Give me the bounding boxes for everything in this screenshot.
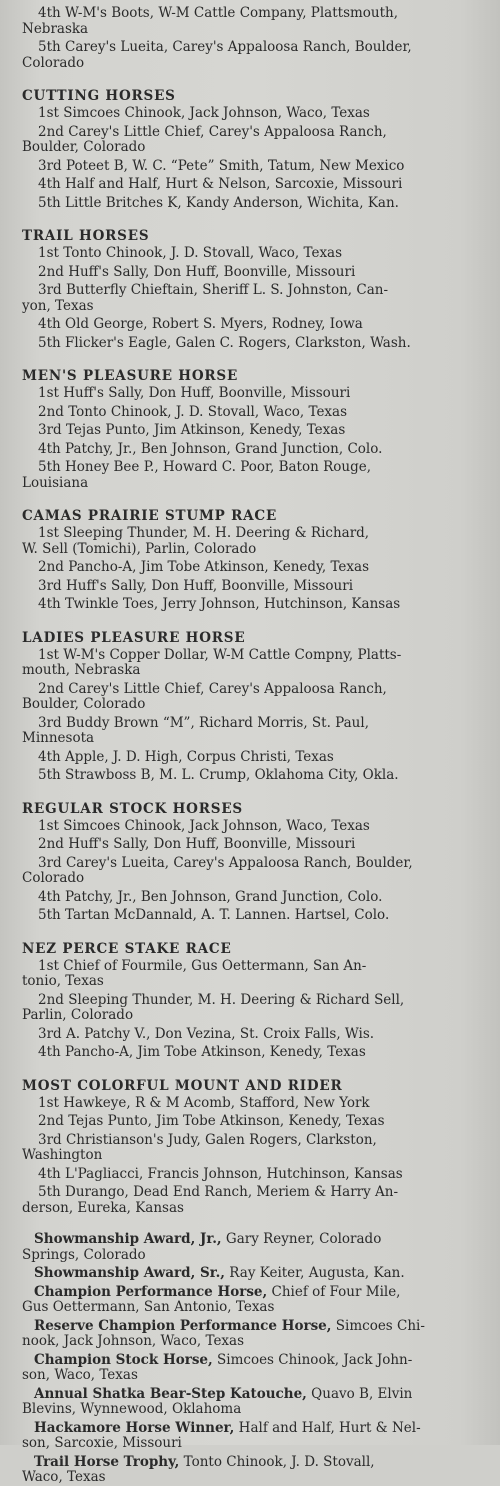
placing-entry	[22, 716, 486, 747]
entry-line: 5th Strawboss B, M. L. Crump, Oklahoma City, Okla.	[38, 767, 399, 783]
entry-line: 4th Apple, J. D. High, Corpus Christi, Texas	[38, 748, 334, 765]
entry-continuation: Parlin, Colorado	[22, 1007, 134, 1023]
placing-entry	[22, 1133, 486, 1164]
award-entry	[22, 1387, 486, 1418]
entry-line: 3rd Tejas Punto, Jim Atkinson, Kenedy, Texas	[38, 422, 346, 438]
award-label: Annual Shatka Bear-Step Katouche,	[34, 1385, 307, 1402]
entry-continuation: tonio, Texas	[22, 973, 104, 989]
entry-line: 5th Little Britches K, Kandy Anderson, Wichita, Kan.	[38, 194, 399, 211]
entry-line: 4th Pancho-A, Jim Tobe Atkinson, Kenedy, Texas	[38, 1044, 366, 1060]
placing-entry	[22, 1114, 486, 1130]
entry-line: 2nd Sleeping Thunder, M. H. Deering & Richard Sell,	[38, 991, 405, 1008]
entry-line: 5th Durango, Dead End Ranch, Meriem & Harry An-	[38, 1184, 399, 1200]
placing-entry	[22, 526, 486, 557]
results-section	[22, 1077, 486, 1217]
entry-line: 4th Half and Half, Hurt & Nelson, Sarcoxie, Missouri	[38, 176, 403, 192]
entry-line: 4th Twinkle Toes, Jerry Johnson, Hutchinson, Kansas	[38, 596, 401, 612]
placing-entry	[22, 1185, 486, 1216]
entry-line: 4th Patchy, Jr., Ben Johnson, Grand Junction, Colo.	[38, 440, 383, 457]
entry-line: 3rd A. Patchy V., Don Vezina, St. Croix Falls, Wis.	[38, 1025, 375, 1042]
placing-entry	[22, 560, 486, 576]
entry-continuation: derson, Eureka, Kansas	[22, 1199, 184, 1216]
entry-line: 3rd Carey's Lueita, Carey's Appaloosa Ranch, Boulder,	[38, 854, 413, 871]
entry-line: 3rd Poteet B, W. C. “Pete” Smith, Tatum, New Mexico	[38, 157, 405, 174]
entry-line: 1st Simcoes Chinook, Jack Johnson, Waco, Texas	[38, 817, 370, 834]
entry-line: 5th Flicker's Eagle, Galen C. Rogers, Clarkston, Wash.	[38, 334, 411, 351]
section-heading: TRAIL HORSES	[22, 228, 150, 244]
entry-continuation: Minnesota	[22, 730, 95, 746]
award-label: Showmanship Award, Sr.,	[34, 1265, 225, 1281]
placing-entry	[22, 405, 486, 421]
award-label: Reserve Champion Performance Horse,	[34, 1317, 332, 1334]
entry-line: 3rd Huff's Sally, Don Huff, Boonville, Missouri	[38, 577, 354, 594]
results-section	[22, 800, 486, 924]
section-heading: LADIES PLEASURE HORSE	[22, 629, 246, 646]
award-continuation: son, Waco, Texas	[22, 1367, 138, 1383]
entry-line: 2nd Tejas Punto, Jim Tobe Atkinson, Kenedy, Texas	[38, 1113, 385, 1129]
section-heading: MEN'S PLEASURE HORSE	[22, 368, 239, 384]
placing-entry	[22, 856, 486, 887]
award-entry	[22, 1266, 486, 1282]
award-entry	[22, 1285, 486, 1316]
section-heading: REGULAR STOCK HORSES	[22, 800, 243, 817]
placing-entry	[22, 265, 486, 281]
placing-entry	[22, 837, 486, 853]
award-label: Trail Horse Trophy,	[34, 1453, 180, 1470]
award-continuation: Springs, Colorado	[22, 1246, 146, 1263]
placing-entry	[22, 196, 486, 212]
results-section	[22, 629, 486, 784]
award-entry	[22, 1421, 486, 1452]
entry-line: 4th Patchy, Jr., Ben Johnson, Grand Junction, Colo.	[38, 888, 383, 905]
entry-line: 2nd Carey's Little Chief, Carey's Appaloosa Ranch,	[38, 680, 387, 697]
award-label: Hackamore Horse Winner,	[34, 1419, 235, 1436]
placing-entry	[22, 386, 486, 402]
entry-continuation: mouth, Nebraska	[22, 662, 141, 678]
placing-entry	[22, 597, 486, 613]
section-heading: CUTTING HORSES	[22, 88, 176, 104]
placing-entry	[22, 317, 486, 333]
results-section	[22, 6, 486, 71]
entry-line: 1st Huff's Sally, Don Huff, Boonville, Missouri	[38, 385, 351, 401]
placing-entry	[22, 1096, 486, 1112]
placing-entry	[22, 6, 486, 37]
placing-entry	[22, 1045, 486, 1061]
award-label: Showmanship Award, Jr.,	[34, 1231, 222, 1247]
entry-line: 5th Carey's Lueita, Carey's Appaloosa Ranch, Boulder,	[38, 39, 412, 55]
award-winner: Quavo B, Elvin	[306, 1385, 413, 1402]
award-entry	[22, 1319, 486, 1350]
results-section	[22, 87, 486, 211]
award-continuation: Gus Oettermann, San Antonio, Texas	[22, 1299, 275, 1315]
award-winner: Ray Keiter, Augusta, Kan.	[225, 1265, 405, 1281]
entry-continuation: Louisiana	[22, 474, 89, 491]
award-winner: Gary Reyner, Colorado	[221, 1231, 382, 1247]
award-continuation: Waco, Texas	[22, 1469, 106, 1485]
entry-line: 4th L'Pagliacci, Francis Johnson, Hutchinson, Kansas	[38, 1165, 403, 1182]
entry-line: 5th Honey Bee P., Howard C. Poor, Baton Rouge,	[38, 459, 371, 475]
placing-entry	[22, 579, 486, 595]
entry-line: 2nd Pancho-A, Jim Tobe Atkinson, Kenedy, Texas	[38, 559, 369, 575]
entry-line: 3rd Christianson's Judy, Galen Rogers, Clarkston,	[38, 1131, 377, 1148]
results-sections	[22, 6, 486, 1216]
placing-entry	[22, 442, 486, 458]
placing-entry	[22, 1167, 486, 1183]
entry-continuation: Boulder, Colorado	[22, 139, 146, 155]
award-entry	[22, 1353, 486, 1384]
section-heading: MOST COLORFUL MOUNT AND RIDER	[22, 1077, 343, 1094]
placing-entry	[22, 959, 486, 990]
entry-line: 3rd Butterfly Chieftain, Sheriff L. S. Johnston, Can-	[38, 282, 389, 298]
entry-line: 5th Tartan McDannald, A. T. Lannen. Hartsel, Colo.	[38, 907, 390, 923]
award-continuation: nook, Jack Johnson, Waco, Texas	[22, 1333, 245, 1349]
placing-entry	[22, 1027, 486, 1043]
section-heading: NEZ PERCE STAKE RACE	[22, 940, 232, 957]
award-continuation: son, Sarcoxie, Missouri	[22, 1435, 182, 1451]
placing-entry	[22, 246, 486, 262]
entry-line: 4th W-M's Boots, W-M Cattle Company, Plattsmouth,	[38, 5, 399, 21]
results-section	[22, 507, 486, 613]
entry-continuation: yon, Texas	[22, 297, 94, 314]
entry-line: 2nd Huff's Sally, Don Huff, Boonville, Missouri	[38, 836, 356, 852]
entry-continuation: Colorado	[22, 54, 85, 71]
award-label: Champion Stock Horse,	[34, 1351, 213, 1368]
entry-line: 2nd Tonto Chinook, J. D. Stovall, Waco, Texas	[38, 403, 348, 420]
entry-continuation: Washington	[22, 1147, 103, 1163]
results-section	[22, 227, 486, 351]
placing-entry	[22, 336, 486, 352]
entry-line: 1st Chief of Fourmile, Gus Oettermann, San An-	[38, 957, 367, 974]
placing-entry	[22, 908, 486, 924]
award-winner: Tonto Chinook, J. D. Stovall,	[179, 1453, 375, 1470]
placing-entry	[22, 125, 486, 156]
entry-line: 4th Old George, Robert S. Myers, Rodney, Iowa	[38, 316, 363, 332]
entry-line: 1st Sleeping Thunder, M. H. Deering & Richard,	[38, 525, 370, 541]
entry-line: 1st Tonto Chinook, J. D. Stovall, Waco, Texas	[38, 245, 343, 261]
award-continuation: Blevins, Wynnewood, Oklahoma	[22, 1401, 242, 1417]
section-heading: CAMAS PRAIRIE STUMP RACE	[22, 508, 278, 524]
placing-entry	[22, 750, 486, 766]
placing-entry	[22, 159, 486, 175]
placing-entry	[22, 106, 486, 122]
entry-line: 1st W-M's Copper Dollar, W-M Cattle Compny, Platts-	[38, 646, 402, 663]
award-entry	[22, 1232, 486, 1263]
entry-line: 1st Hawkeye, R & M Acomb, Stafford, New York	[38, 1094, 370, 1111]
placing-entry	[22, 819, 486, 835]
award-winner: Simcoes Chinook, Jack John-	[212, 1351, 413, 1368]
results-section	[22, 940, 486, 1061]
entry-continuation: Colorado	[22, 870, 85, 886]
award-entry	[22, 1455, 486, 1486]
award-winner: Simcoes Chi-	[331, 1317, 425, 1334]
entry-continuation: Nebraska	[22, 20, 89, 37]
placing-entry	[22, 682, 486, 713]
placing-entry	[22, 890, 486, 906]
placing-entry	[22, 177, 486, 193]
entry-line: 2nd Carey's Little Chief, Carey's Appaloosa Ranch,	[38, 123, 387, 140]
placing-entry	[22, 460, 486, 491]
entry-line: 2nd Huff's Sally, Don Huff, Boonville, Missouri	[38, 263, 356, 280]
placing-entry	[22, 423, 486, 439]
entry-line: 1st Simcoes Chinook, Jack Johnson, Waco, Texas	[38, 105, 370, 121]
results-section	[22, 367, 486, 491]
entry-continuation: W. Sell (Tomichi), Parlin, Colorado	[22, 540, 257, 557]
entry-continuation: Boulder, Colorado	[22, 696, 146, 712]
placing-entry	[22, 283, 486, 314]
placing-entry	[22, 768, 486, 784]
award-winner: Half and Half, Hurt & Nel-	[234, 1419, 421, 1436]
award-winner: Chief of Four Mile,	[267, 1283, 401, 1300]
placing-entry	[22, 40, 486, 71]
special-awards	[22, 1232, 486, 1486]
entry-line: 3rd Buddy Brown “M”, Richard Morris, St. Paul,	[38, 714, 369, 731]
placing-entry	[22, 993, 486, 1024]
award-label: Champion Performance Horse,	[34, 1283, 268, 1300]
placing-entry	[22, 648, 486, 679]
